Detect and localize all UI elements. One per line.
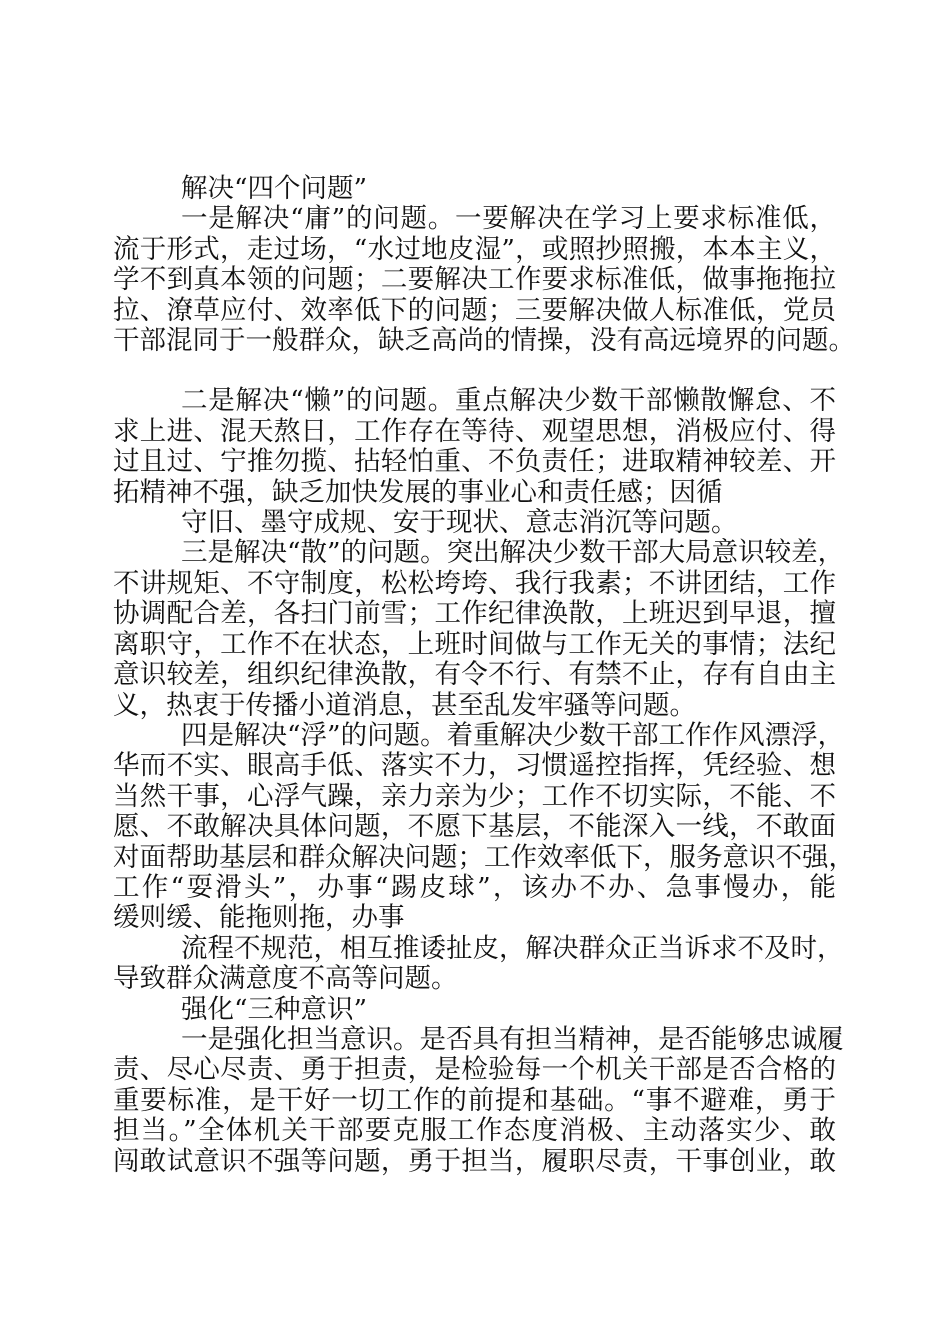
paragraph-line: 意识较差，组织纪律涣散，有令不行、有禁不止，存有自由主	[113, 659, 836, 691]
paragraph-line: 二是解决“懒”的问题。重点解决少数干部懒散懈怠、不	[181, 385, 836, 417]
paragraph-line: 当然干事，心浮气躁，亲力亲为少；工作不切实际，不能、不	[113, 780, 836, 812]
paragraph-line: 协调配合差，各扫门前雪；工作纪律涣散，上班迟到早退，擅	[113, 598, 836, 630]
paragraph-line: 导致群众满意度不高等问题。	[113, 963, 458, 995]
heading-four-problems: 解决“四个问题”	[181, 173, 368, 204]
paragraph-line: 一是解决“庸”的问题。一要解决在学习上要求标准低，	[181, 203, 836, 235]
document-body	[113, 173, 855, 1177]
heading-three-awareness: 强化“三种意识”	[181, 993, 368, 1025]
paragraph-line: 华而不实、眼高手低、落实不力，习惯遥控指挥，凭经验、想	[113, 750, 836, 782]
paragraph-line: 干部混同于一般群众，缺乏高尚的情操，没有高远境界的问题。	[113, 325, 855, 357]
paragraph-line: 四是解决“浮”的问题。着重解决少数干部工作作风漂浮，	[181, 719, 845, 751]
paragraph-line: 流于形式，走过场，“水过地皮湿”，或照抄照搬，本本主义，	[113, 233, 836, 265]
paragraph-line: 愿、不敢解决具体问题，不愿下基层，不能深入一线，不敢面	[113, 811, 836, 843]
paragraph-line: 义，热衷于传播小道消息，甚至乱发牢骚等问题。	[113, 689, 696, 721]
paragraph-line: 求上进、混天熬日，工作存在等待、观望思想，消极应付、得	[113, 415, 836, 447]
paragraph-line: 闯敢试意识不强等问题，勇于担当，履职尽责，干事创业，敢	[113, 1145, 836, 1177]
paragraph-line: 一是强化担当意识。是否具有担当精神，是否能够忠诚履	[181, 1023, 844, 1055]
paragraph-line: 流程不规范，相互推诿扯皮，解决群众正当诉求不及时，	[181, 932, 844, 964]
paragraph-line: 不讲规矩、不守制度，松松垮垮、我行我素；不讲团结，工作	[113, 567, 836, 599]
paragraph-line: 缓则缓、能拖则拖，办事	[113, 902, 405, 934]
paragraph-line: 学不到真本领的问题；二要解决工作要求标准低，做事拖拖拉	[113, 264, 836, 296]
paragraph-line: 守旧、墨守成规、安于现状、意志消沉等问题。	[181, 507, 738, 539]
paragraph-gap	[113, 356, 836, 386]
paragraph-line: 离职守，工作不在状态，上班时间做与工作无关的事情；法纪	[113, 628, 836, 660]
paragraph-line: 重要标准，是干好一切工作的前提和基础。“事不避难，勇于	[113, 1084, 836, 1116]
paragraph-line: 责、尽心尽责、勇于担责，是检验每一个机关干部是否合格的	[113, 1054, 836, 1086]
paragraph-line: 担当。”全体机关干部要克服工作态度消极、主动落实少、敢	[113, 1115, 836, 1147]
paragraph-line: 工作“耍滑头”，办事“踢皮球”，该办不办、急事慢办，能	[113, 871, 836, 903]
paragraph-line: 三是解决“散”的问题。突出解决少数干部大局意识较差，	[181, 537, 845, 569]
paragraph-line: 拉、潦草应付、效率低下的问题；三要解决做人标准低，党员	[113, 294, 836, 326]
paragraph-line: 过且过、宁推勿揽、拈轻怕重、不负责任；进取精神较差、开	[113, 446, 836, 478]
paragraph-line: 拓精神不强，缺乏加快发展的事业心和责任感；因循	[113, 476, 723, 508]
paragraph-line: 对面帮助基层和群众解决问题；工作效率低下，服务意识不强，	[113, 841, 855, 873]
